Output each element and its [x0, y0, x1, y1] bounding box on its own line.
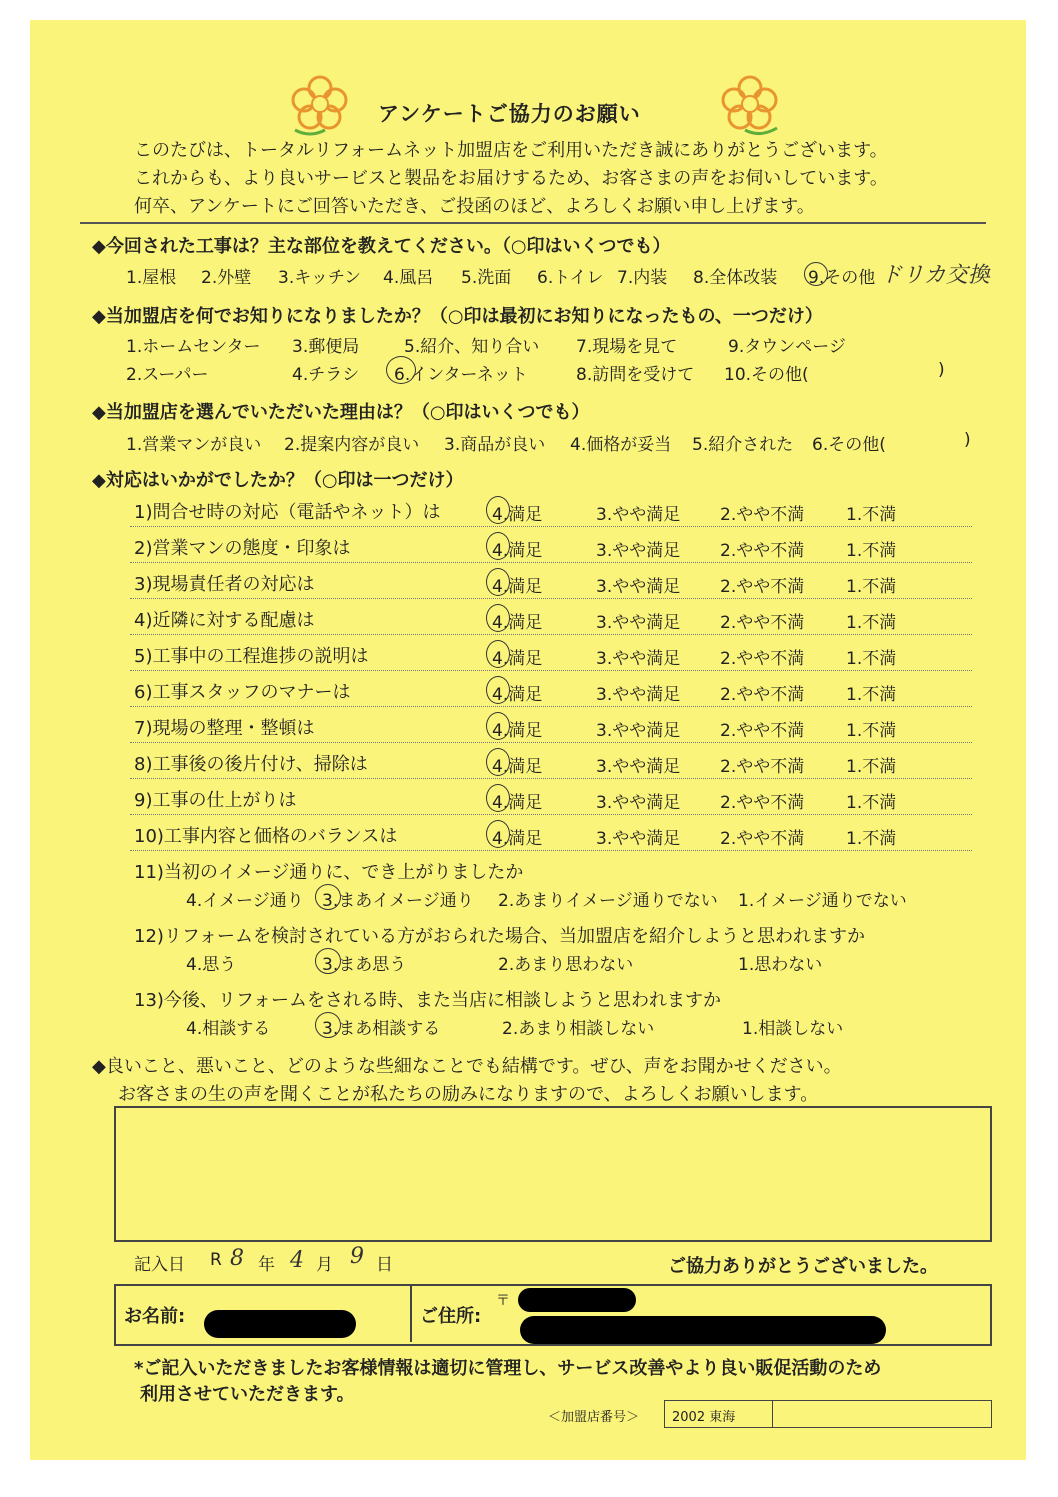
q2-option[interactable]: 1.ホームセンター	[126, 337, 261, 357]
rating-choice[interactable]: 1.不満	[846, 649, 897, 669]
q11-option[interactable]: 4.イメージ通り	[186, 891, 304, 911]
q2-option[interactable]: 2.スーパー	[126, 365, 209, 385]
q12-option[interactable]: 3.まあ思う	[322, 955, 407, 975]
address-field-redacted[interactable]	[520, 1316, 886, 1344]
date-day-unit: 日	[376, 1255, 393, 1275]
rating-choice[interactable]: 1.不満	[846, 541, 897, 561]
rating-choice[interactable]: 4.満足	[492, 757, 543, 777]
intro-line-2: これからも、より良いサービスと製品をお届けするため、お客さまの声をお伺いしています。	[134, 168, 888, 189]
rating-choice[interactable]: 2.やや不満	[720, 757, 805, 777]
rating-choice[interactable]: 3.やや満足	[596, 721, 681, 741]
date-day[interactable]: 9	[350, 1244, 364, 1269]
answer-circle	[486, 784, 510, 812]
rating-choice[interactable]: 2.やや不満	[720, 721, 805, 741]
answer-circle	[486, 496, 510, 524]
q1-option[interactable]: 9.その他	[808, 268, 876, 288]
rating-row-label: 7)現場の整理・整頓は	[134, 718, 315, 739]
rating-choice[interactable]: 2.やや不満	[720, 649, 805, 669]
rating-choice[interactable]: 4.満足	[492, 793, 543, 813]
answer-circle	[315, 948, 341, 974]
q1-option[interactable]: 5.洗面	[461, 268, 512, 288]
row-divider	[130, 778, 972, 779]
date-month-unit: 月	[316, 1255, 333, 1275]
rating-choice[interactable]: 1.不満	[846, 505, 897, 525]
rating-choice[interactable]: 4.満足	[492, 577, 543, 597]
q11-option[interactable]: 2.あまりイメージ通りでない	[498, 891, 718, 911]
rating-choice[interactable]: 3.やや満足	[596, 685, 681, 705]
rating-choice[interactable]: 4.満足	[492, 649, 543, 669]
answer-circle	[486, 676, 510, 704]
rating-choice[interactable]: 4.満足	[492, 613, 543, 633]
q12-option[interactable]: 1.思わない	[738, 955, 823, 975]
q2-option[interactable]: 6.インターネット	[394, 365, 528, 385]
date-year-unit: 年	[258, 1255, 275, 1275]
answer-circle	[804, 262, 828, 286]
row-divider	[130, 634, 972, 635]
row-divider	[130, 670, 972, 671]
q11-option[interactable]: 3.まあイメージ通り	[322, 891, 474, 911]
footer-note-1: *ご記入いただきましたお客様情報は適切に管理し、サービス改善やより良い販促活動のため	[134, 1358, 882, 1379]
q12-question: 12)リフォームを検討されている方がおられた場合、当加盟店を紹介しようと思われますか	[134, 926, 866, 947]
rating-choice[interactable]: 4.満足	[492, 685, 543, 705]
q13-option[interactable]: 2.あまり相談しない	[502, 1019, 655, 1039]
q13-question: 13)今後、リフォームをされる時、また当店に相談しようと思われますか	[134, 990, 722, 1011]
q3-option-close: )	[964, 430, 971, 450]
row-divider	[130, 814, 972, 815]
rating-row-label: 2)営業マンの態度・印象は	[134, 538, 351, 559]
divider	[80, 222, 986, 224]
comments-textarea[interactable]	[114, 1106, 992, 1242]
postal-mark: 〒	[496, 1293, 510, 1309]
answer-circle	[486, 640, 510, 668]
q1-handwritten: ドリカ交換	[880, 263, 990, 288]
row-divider	[130, 742, 972, 743]
q3-option[interactable]: 3.商品が良い	[444, 435, 546, 455]
address-label: ご住所:	[420, 1306, 482, 1327]
postal-field-redacted[interactable]	[518, 1288, 636, 1312]
rating-choice[interactable]: 1.不満	[846, 613, 897, 633]
q1-option[interactable]: 3.キッチン	[278, 268, 362, 288]
q11-option[interactable]: 1.イメージ通りでない	[738, 891, 907, 911]
rating-row-label: 4)近隣に対する配慮は	[134, 610, 315, 631]
q13-option[interactable]: 3.まあ相談する	[322, 1019, 441, 1039]
row-divider	[130, 706, 972, 707]
rating-choice[interactable]: 1.不満	[846, 577, 897, 597]
q3-option[interactable]: 5.紹介された	[692, 435, 794, 455]
store-number-divider	[772, 1400, 773, 1428]
rating-choice[interactable]: 2.やや不満	[720, 793, 805, 813]
intro-line-1: このたびは、トータルリフォームネット加盟店をご利用いただき誠にありがとうございます。	[134, 140, 888, 161]
answer-circle	[315, 1012, 341, 1038]
rating-row-label: 9)工事の仕上がりは	[134, 790, 297, 811]
q2-option[interactable]: 3.郵便局	[292, 337, 360, 357]
q1-option[interactable]: 2.外壁	[201, 268, 252, 288]
row-divider	[130, 562, 972, 563]
q11-question: 11)当初のイメージ通りに、でき上がりましたか	[134, 862, 524, 883]
q1-option[interactable]: 7.内装	[617, 268, 668, 288]
rating-choice[interactable]: 4.満足	[492, 721, 543, 741]
row-divider	[130, 598, 972, 599]
rating-row-label: 10)工事内容と価格のバランスは	[134, 826, 398, 847]
date-era: R	[210, 1250, 222, 1270]
q1-option[interactable]: 8.全体改装	[693, 268, 778, 288]
rating-row-label: 6)工事スタッフのマナーは	[134, 682, 351, 703]
answer-circle	[486, 604, 510, 632]
rating-row-label: 1)問合せ時の対応（電話やネット）は	[134, 502, 441, 523]
q12-option[interactable]: 2.あまり思わない	[498, 955, 634, 975]
q1-option[interactable]: 4.風呂	[383, 268, 434, 288]
rating-choice[interactable]: 1.不満	[846, 685, 897, 705]
answer-circle	[486, 748, 510, 776]
rating-choice[interactable]: 3.やや満足	[596, 757, 681, 777]
rating-choice[interactable]: 4.満足	[492, 505, 543, 525]
name-field-redacted[interactable]	[204, 1310, 356, 1338]
rating-choice[interactable]: 2.やや不満	[720, 829, 805, 849]
rating-choice[interactable]: 2.やや不満	[720, 541, 805, 561]
q4-question: ◆対応はいかがでしたか？（○印は一つだけ）	[92, 470, 464, 491]
store-number-label: ＜加盟店番号＞	[548, 1410, 640, 1425]
q13-option[interactable]: 4.相談する	[186, 1019, 271, 1039]
answer-circle	[486, 712, 510, 740]
answer-circle	[315, 884, 341, 910]
rating-choice[interactable]: 2.やや不満	[720, 685, 805, 705]
q1-option[interactable]: 6.トイレ	[537, 268, 604, 288]
q13-option[interactable]: 1.相談しない	[742, 1019, 844, 1039]
q3-option[interactable]: 2.提案内容が良い	[284, 435, 420, 455]
rating-choice[interactable]: 3.やや満足	[596, 505, 681, 525]
q2-option[interactable]: 4.チラシ	[292, 365, 360, 385]
rating-choice[interactable]: 4.満足	[492, 541, 543, 561]
q3-question: ◆当加盟店を選んでいただいた理由は？（○印はいくつでも）	[92, 402, 590, 423]
answer-circle	[486, 820, 510, 848]
rating-choice[interactable]: 2.やや不満	[720, 577, 805, 597]
q3-option[interactable]: 1.営業マンが良い	[126, 435, 262, 455]
rating-choice[interactable]: 3.やや満足	[596, 649, 681, 669]
q3-option[interactable]: 4.価格が妥当	[570, 435, 672, 455]
q2-option[interactable]: 8.訪問を受けて	[576, 365, 695, 385]
q2-option-close: )	[938, 360, 945, 380]
row-divider	[130, 850, 972, 851]
answer-circle	[486, 532, 510, 560]
page-title: アンケートご協力のお願い	[378, 102, 641, 126]
q2-question: ◆当加盟店を何でお知りになりましたか？（○印は最初にお知りになったもの、一つだけ）	[92, 306, 823, 327]
rating-choice[interactable]: 1.不満	[846, 757, 897, 777]
name-label: お名前:	[124, 1306, 186, 1327]
date-month[interactable]: 4	[290, 1248, 304, 1273]
answer-circle	[486, 568, 510, 596]
date-label: 記入日	[134, 1255, 185, 1275]
rating-row-label: 8)工事後の後片付け、掃除は	[134, 754, 368, 775]
rating-choice[interactable]: 3.やや満足	[596, 541, 681, 561]
rating-choice[interactable]: 3.やや満足	[596, 829, 681, 849]
answer-circle	[386, 356, 416, 384]
q2-option[interactable]: 7.現場を見て	[576, 337, 678, 357]
comments-prompt-1: ◆良いこと、悪いこと、どのような些細なことでも結構です。ぜひ、声をお聞かせください。	[92, 1056, 842, 1077]
rating-choice[interactable]: 3.やや満足	[596, 577, 681, 597]
q12-option[interactable]: 4.思う	[186, 955, 237, 975]
rating-row-label: 3)現場責任者の対応は	[134, 574, 315, 595]
flower-left-icon	[285, 70, 355, 140]
rating-choice[interactable]: 1.不満	[846, 793, 897, 813]
row-divider	[130, 526, 972, 527]
thanks-text: ご協力ありがとうございました。	[668, 1256, 938, 1277]
q2-option[interactable]: 10.その他(	[724, 365, 809, 385]
footer-note-2: 利用させていただきます。	[140, 1384, 355, 1405]
q2-option[interactable]: 9.タウンページ	[728, 337, 846, 357]
q3-option[interactable]: 6.その他(	[812, 435, 886, 455]
rating-choice[interactable]: 2.やや不満	[720, 505, 805, 525]
intro-line-3: 何卒、アンケートにご回答いただき、ご投函のほど、よろしくお願い申し上げます。	[134, 196, 815, 217]
rating-choice[interactable]: 1.不満	[846, 829, 897, 849]
comments-prompt-2: お客さまの生の声を聞くことが私たちの励みになりますので、よろしくお願いします。	[118, 1084, 819, 1105]
date-year[interactable]: 8	[230, 1246, 244, 1271]
flower-right-icon	[715, 70, 785, 140]
rating-choice[interactable]: 4.満足	[492, 829, 543, 849]
contact-divider	[410, 1284, 412, 1342]
q1-question: ◆今回された工事は？主な部位を教えてください。（○印はいくつでも）	[92, 236, 671, 257]
rating-choice[interactable]: 3.やや満足	[596, 793, 681, 813]
q1-option[interactable]: 1.屋根	[126, 268, 177, 288]
rating-row-label: 5)工事中の工程進捗の説明は	[134, 646, 369, 667]
store-number-value: 2002 東海	[672, 1410, 736, 1425]
q2-option[interactable]: 5.紹介、知り合い	[404, 337, 540, 357]
rating-choice[interactable]: 1.不満	[846, 721, 897, 741]
rating-choice[interactable]: 2.やや不満	[720, 613, 805, 633]
rating-choice[interactable]: 3.やや満足	[596, 613, 681, 633]
